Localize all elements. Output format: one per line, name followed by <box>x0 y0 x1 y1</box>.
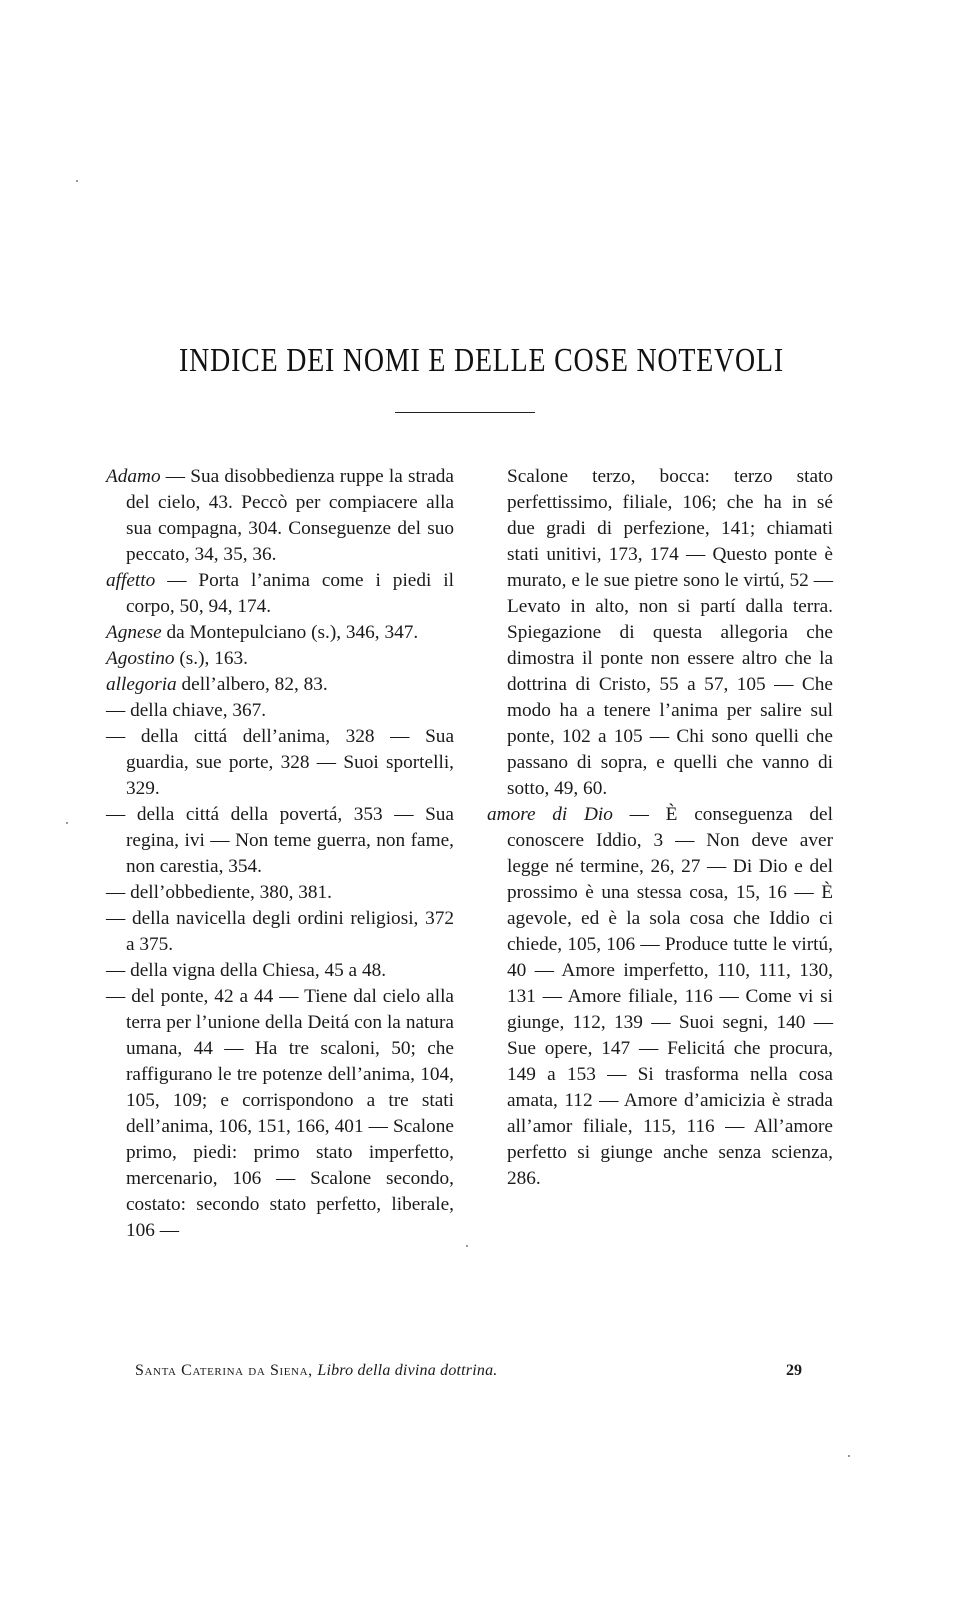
entry-text: dell’albero, 82, 83. <box>176 674 328 695</box>
entry-text: — della cittá della povertá, 353 — Sua regina, ivi — Non teme guerra, non fame, non carestia, 354. <box>106 804 454 877</box>
index-subentry-citta-anima <box>106 724 454 802</box>
entry-term: Agostino <box>106 648 175 669</box>
index-subentry-citta-poverta <box>106 802 454 880</box>
entry-text: — della chiave, 367. <box>106 700 267 721</box>
index-subentry-ponte <box>106 984 454 1244</box>
index-left-column <box>106 464 454 1244</box>
entry-text: — del ponte, 42 a 44 — Tiene dal cielo alla terra per l’unione della Deitá con la natura umana, 44 — Ha tre scaloni, 50; che raffigurano le tre potenze dell’anima, 104, 105, 109; e corrispondono a tre stati dell’anima, 106, 151, 166, 401 — Scalone primo, piedi: primo stato imperfetto, mercenario, 106 — Scalone secondo, costato: secondo stato perfetto, liberale, 106 — <box>106 986 454 1241</box>
title-rule <box>395 412 535 413</box>
footer-author: Santa Caterina da Siena, <box>135 1362 313 1379</box>
entry-text: Scalone terzo, bocca: terzo stato perfettissimo, filiale, 106; che ha in sé due gradi di perfezione, 141; chiamati stati unitivi, 173, 174 — Questo ponte è murato, e le sue pietre sono le virtú, 52 — Levato in alto, non si partí dalla terra. Spiegazione di questa allegoria che dimostra il ponte non essere altro che la dottrina di Cristo, 55 a 57, 105 — Che modo ha a tenere l’anima per salire sul ponte, 102 a 105 — Chi sono quelli che passano di sopra, e quelli che vanno di sotto, 49, 60. <box>507 466 833 799</box>
index-entry-allegoria <box>106 672 454 698</box>
footer-book-title: Libro della divina dottrina. <box>317 1362 498 1379</box>
entry-text: — Sua disobbedienza ruppe la strada del cielo, 43. Peccò per compiacere alla sua compagna, 304. Conseguenze del suo peccato, 34, 35, 36. <box>126 466 454 565</box>
page-number: 29 <box>786 1362 802 1379</box>
index-entry-amore-di-dio <box>487 802 833 1192</box>
index-entry-adamo <box>106 464 454 568</box>
index-subentry-navicella <box>106 906 454 958</box>
paper-speck <box>848 1455 850 1457</box>
entry-text: — della navicella degli ordini religiosi, 372 a 375. <box>106 908 454 955</box>
paper-speck <box>66 822 68 824</box>
entry-text: — della vigna della Chiesa, 45 a 48. <box>106 960 387 981</box>
entry-term: Agnese <box>106 622 162 643</box>
entry-term: Adamo <box>106 466 161 487</box>
entry-term: affetto <box>106 570 156 591</box>
index-subentry-chiave <box>106 698 454 724</box>
entry-text: — È conseguenza del conoscere Iddio, 3 — Non deve aver legge né termine, 26, 27 — Di Dio e del prossimo è una stessa cosa, 15, 16 — È agevole, ed è la sola cosa che Iddio ci chiede, 105, 106 — Produce tutte le virtú, 40 — Amore imperfetto, 110, 111, 130, 131 — Amore filiale, 116 — Come vi si giunge, 112, 139 — Suoi segni, 140 — Sue opere, 147 — Felicitá che procura, 149 a 153 — Si trasforma nella cosa amata, 112 — Amore d’amicizia è strada all’amor filiale, 115, 116 — All’amore perfetto si giunge anche senza scienza, 286. <box>507 804 833 1189</box>
entry-term: allegoria <box>106 674 177 695</box>
index-subentry-obbediente <box>106 880 454 906</box>
entry-text: da Montepulciano (s.), 346, 347. <box>161 622 419 643</box>
entry-text: — della cittá dell’anima, 328 — Sua guardia, sue porte, 328 — Suoi sportelli, 329. <box>106 726 454 799</box>
entry-term: amore di Dio <box>487 804 613 825</box>
paper-speck <box>76 180 78 182</box>
index-right-column <box>487 464 833 1192</box>
index-entry-ponte-continued <box>487 464 833 802</box>
entry-text: — dell’obbediente, 380, 381. <box>106 882 332 903</box>
index-subentry-vigna <box>106 958 454 984</box>
index-entry-affetto <box>106 568 454 620</box>
index-entry-agnese <box>106 620 454 646</box>
index-entry-agostino <box>106 646 454 672</box>
paper-speck <box>466 1245 468 1247</box>
entry-text: (s.), 163. <box>174 648 248 669</box>
entry-text: — Porta l’anima come i piedi il corpo, 50, 94, 174. <box>126 570 454 617</box>
running-footer <box>135 1362 497 1380</box>
page-title: INDICE DEI NOMI E DELLE COSE NOTEVOLI <box>179 342 784 379</box>
